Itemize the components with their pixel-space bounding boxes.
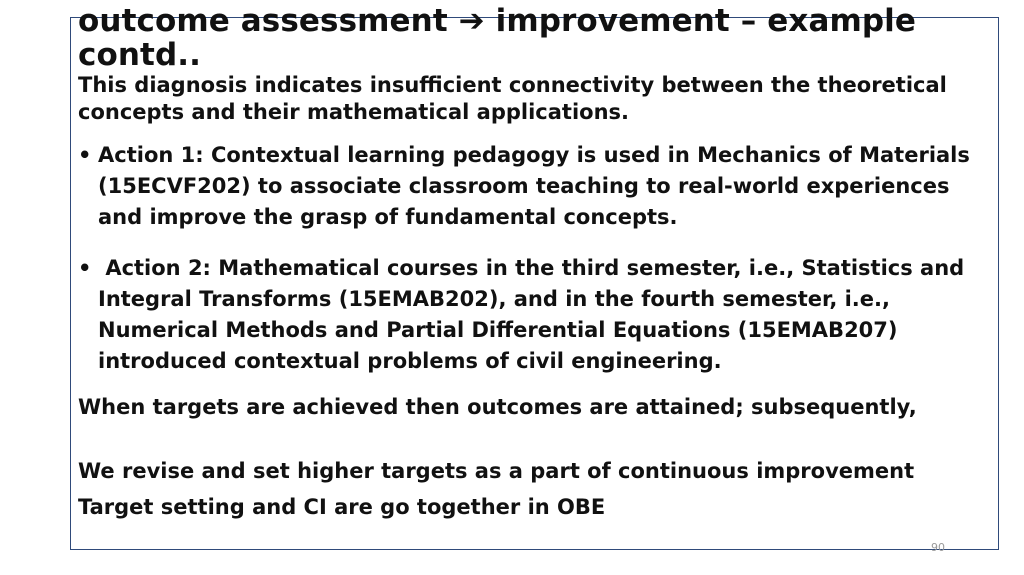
intro-paragraph: This diagnosis indicates insufficient connectivity between the theoretical concepts and their mathematical applications. xyxy=(78,73,947,124)
bullet-action-2 xyxy=(78,253,978,377)
targets-line: When targets are achieved then outcomes are attained; subsequently, xyxy=(78,395,917,419)
bullet-text: Action 2: Mathematical courses in the third semester, i.e., Statistics and Integral Transforms (15EMAB202), and in the fourth semester, i.e., Numerical Methods and Partial Differential Equations (15EMAB207) introduced contextual problems of civil engineering. xyxy=(98,256,972,373)
bullet-text: Action 1: Contextual learning pedagogy is used in Mechanics of Materials (15ECVF202) to associate classroom teaching to real-world experiences and improve the grasp of fundamental concepts. xyxy=(98,143,970,229)
page-number: 90 xyxy=(931,541,945,554)
slide-title: outcome assessment ➔ improvement – example contd.. xyxy=(78,3,917,73)
revise-line: We revise and set higher targets as a part of continuous improvement xyxy=(78,459,915,483)
bullet-marker: • xyxy=(78,256,92,280)
bullet-action-1 xyxy=(78,140,978,233)
bullet-marker: • xyxy=(78,143,92,167)
obe-line: Target setting and CI are go together in OBE xyxy=(78,495,606,519)
